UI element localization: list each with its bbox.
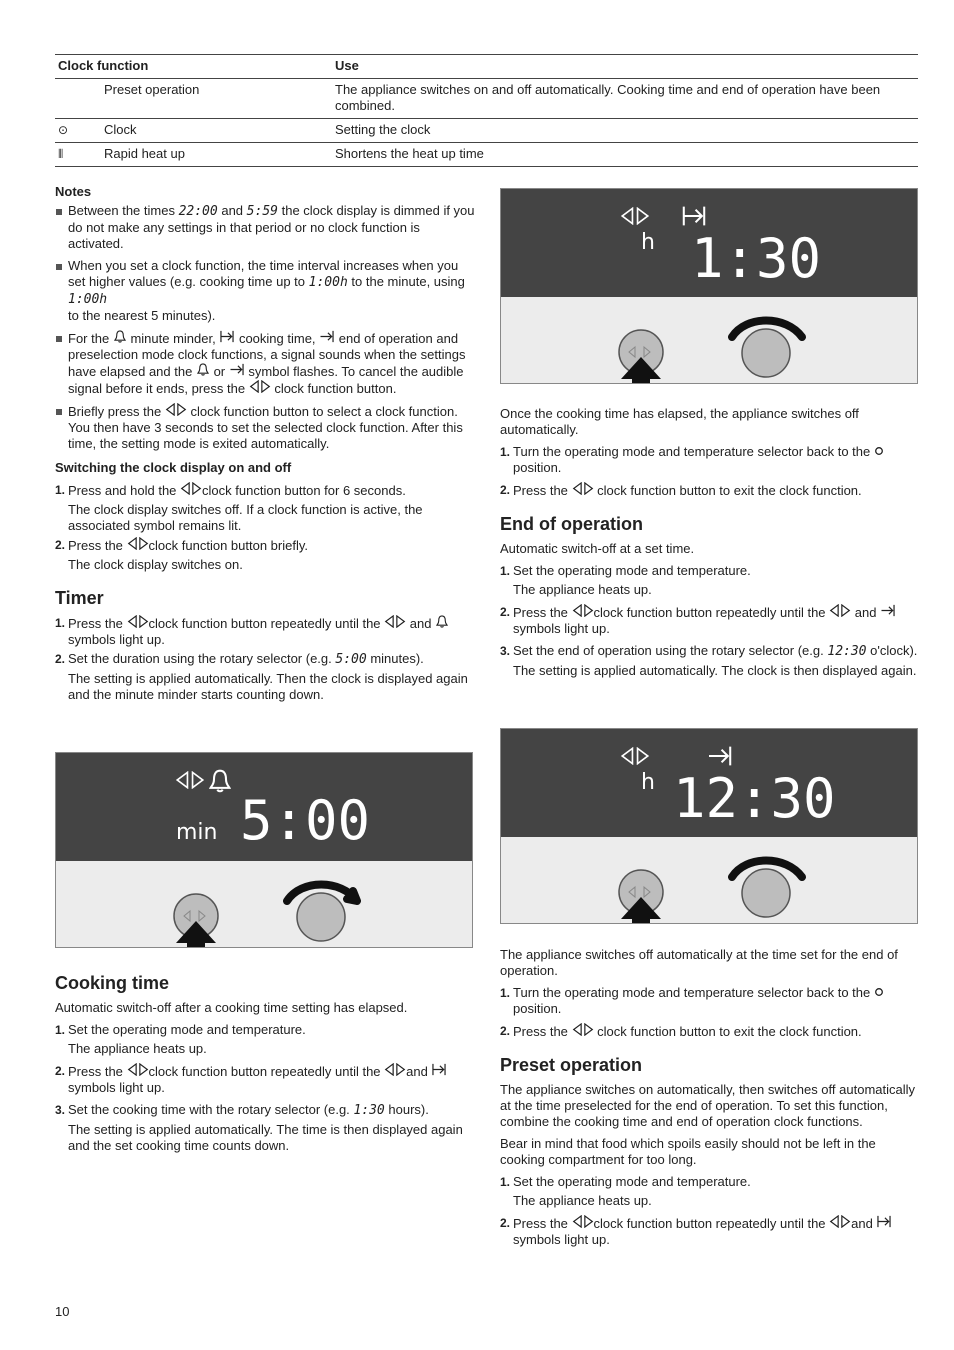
table-row [55,143,918,167]
table-header-row [55,55,918,79]
end-operation-icon [880,604,896,617]
table-row [55,119,918,143]
seg-display: 1:00h [68,292,108,307]
list-item: 1. Press and hold the clock function button for 6 seconds. The clock display switches off. If a clock function is active, the associated symbol remains lit. [55,483,423,533]
table-cell-use: Shortens the heat up time [332,143,918,167]
list-item: 2. Press the clock function button repeatedly until the and symbols light up. [500,1215,920,1248]
clock-function-button-icon [127,615,149,628]
note-item: Between the times 22:00 and 5:59 the clock display is dimmed if you do not make any settings in that period or no clock function is activated. [55,203,475,252]
note-item: For the minute minder, cooking time, end of operation and preselection mode clock functions, a signal sounds when the settings have elapsed and the or symbol flashes. To cancel the audible signal before it ends, press the clock function button. [55,330,475,397]
clock-function-table [55,54,918,167]
end-operation-icon [707,745,733,767]
clock-function-button-icon [621,207,649,225]
table-header-clock-function: Clock function [55,55,332,79]
rotary-selector[interactable] [726,307,810,383]
cooking-time-heading: Cooking time [55,973,170,993]
clock-function-button[interactable] [611,327,673,384]
preset-icon-cell [55,79,101,119]
table-cell-use: The appliance switches on and off automatically. Cooking time and end of operation have been combined. [332,79,918,119]
right-column-lower: The appliance switches off automatically at the time set for the end of operation. 1. Turn the operating mode and temperature selector back to the position. 2. Press the clock function button to exit the clock function. Preset operation The appliance switches on automatically, then switches off automatically at the time preselected for the end of operation. To set this function, combine the cooking time and end of operation clock functions. Bear in mind that food which spoils easily should not be left in the cooking compartment for too long. 1. Set the operating mode and temperature. The appliance heats up. 2. Press the clock function button repeatedly until the and symbols light up. [500,947,920,1251]
right-column-upper: Once the cooking time has elapsed, the appliance switches off automatically. 1. Turn the operating mode and temperature selector back to the position. 2. Press the clock function button to exit the clock function. End of operation Automatic switch-off at a set time. 1. Set the operating mode and temperature. The appliance heats up. 2. Press the clock function button repeatedly until the and symbols light up. 3. Set the end of operation using the rotary selector (e.g. 12:30 o'clock). The setting is applied automatically. The clock is then displayed again. [500,406,920,682]
seg-display: 5:00 [335,652,367,667]
table-cell-name: Clock [101,119,332,143]
clock-function-button[interactable] [166,891,228,948]
clock-function-button-icon [249,380,271,393]
note-item: Briefly press the clock function button to select a clock function. You then have 3 seconds to set the selected clock function. After this time, the setting mode is exited automatically. [55,403,475,452]
clock-function-button-icon [572,482,594,495]
list-item: 1. Set the operating mode and temperature. The appliance heats up. [500,563,751,597]
page-number: 10 [55,1304,70,1319]
list-item: 1. Turn the operating mode and temperature selector back to the position. [500,444,920,476]
seg-display: 22:00 [178,204,218,219]
rotary-selector[interactable] [726,847,810,923]
off-position-icon [874,987,884,997]
list-item: 2. Press the clock function button repeatedly until the and symbols light up. [55,1063,475,1096]
clock-function-button-icon [176,771,204,789]
end-of-operation-heading: End of operation [500,514,643,534]
list-item: 3. Set the cooking time with the rotary selector (e.g. 1:30 hours). The setting is applied automatically. The time is then displayed again and the set cooking time counts down. [55,1102,463,1153]
end-operation-icon [229,363,245,376]
display-digits: 5:00 [240,789,371,852]
clock-function-button-icon [384,615,406,628]
timer-display-panel [55,752,473,948]
cooking-time-icon [431,1063,447,1076]
clock-function-button-icon [572,1215,594,1228]
cooking-time-icon [681,205,707,227]
list-item: 1. Turn the operating mode and temperature selector back to the position. [500,985,920,1017]
list-item: 3. Set the end of operation using the rotary selector (e.g. 12:30 o'clock). The setting is applied automatically. The clock is then displayed again. [500,643,918,678]
list-item: 2. Set the duration using the rotary selector (e.g. 5:00 minutes). The setting is applied automatically. Then the clock is displayed again and the minute minder starts counting down. [55,651,468,702]
unit-label: h [641,230,655,255]
clock-function-button-icon [829,604,851,617]
clock-function-button-icon [180,482,202,495]
seg-display: 1:00h [308,275,348,290]
clock-function-button[interactable] [611,867,673,924]
table-cell-use: Setting the clock [332,119,918,143]
display-digits: 12:30 [673,767,836,830]
bell-icon [435,615,449,628]
clock-function-button-icon [829,1215,851,1228]
switching-title: Switching the clock display on and off [55,460,292,475]
clock-function-button-icon [127,1063,149,1076]
bell-icon [196,363,210,376]
cooking-time-section: Cooking time Automatic switch-off after a cooking time setting has elapsed. 1. Set the operating mode and temperature. The appliance heats up. 2. Press the clock function button repeatedly until the and symbols light up. 3. Set the cooking time with the rotary selector (e.g. 1:30 hours). The setting is applied automatically. The time is then displayed again and the set cooking time counts down. [55,972,475,1157]
table-cell-name: Preset operation [101,79,332,119]
rotary-selector[interactable] [281,871,365,947]
clock-function-button-icon [165,403,187,416]
preset-operation-heading: Preset operation [500,1055,643,1075]
rapid-heat-icon: ⦀ [58,147,64,161]
list-item: 2. Press the clock function button to exit the clock function. [500,483,862,498]
clock-function-button-icon [127,537,149,550]
list-item: 2. Press the clock function button briefly. The clock display switches on. [55,538,308,572]
seg-display: 12:30 [827,644,867,659]
unit-label: min [176,820,218,845]
list-item: 1. Set the operating mode and temperature. The appliance heats up. [500,1174,751,1208]
end-operation-display-panel [500,728,918,924]
unit-label: h [641,770,655,795]
seg-display: 1:30 [353,1103,385,1118]
left-column [55,184,475,706]
table-row [55,79,918,119]
clock-function-button-icon [572,1023,594,1036]
list-item: 1. Set the operating mode and temperature. The appliance heats up. [55,1022,306,1056]
clock-function-button-icon [572,604,594,617]
notes-title: Notes [55,184,92,199]
display-digits: 1:30 [691,227,822,290]
clock-icon: ⊙ [58,123,69,137]
clock-function-button-icon [621,747,649,765]
end-operation-icon [319,330,335,343]
cooking-time-icon [219,330,235,343]
clock-function-button-icon [384,1063,406,1076]
table-cell-name: Rapid heat up [101,143,332,167]
list-item: 2. Press the clock function button repeatedly until the and symbols light up. [500,604,920,637]
timer-heading: Timer [55,588,104,608]
bell-icon [208,769,232,793]
seg-display: 5:59 [246,204,278,219]
cooking-time-icon [876,1215,892,1228]
off-position-icon [874,446,884,456]
list-item: 2. Press the clock function button to exit the clock function. [500,1024,862,1039]
note-item: When you set a clock function, the time interval increases when you set higher values (e.g. cooking time up to 1:00h to the minute, using 1:00h to the nearest 5 minutes). [55,258,475,324]
table-header-use: Use [332,55,918,79]
list-item: 1. Press the clock function button repeatedly until the and symbols light up. [55,615,475,648]
bell-icon [113,330,127,343]
cooking-time-display-panel [500,188,918,384]
